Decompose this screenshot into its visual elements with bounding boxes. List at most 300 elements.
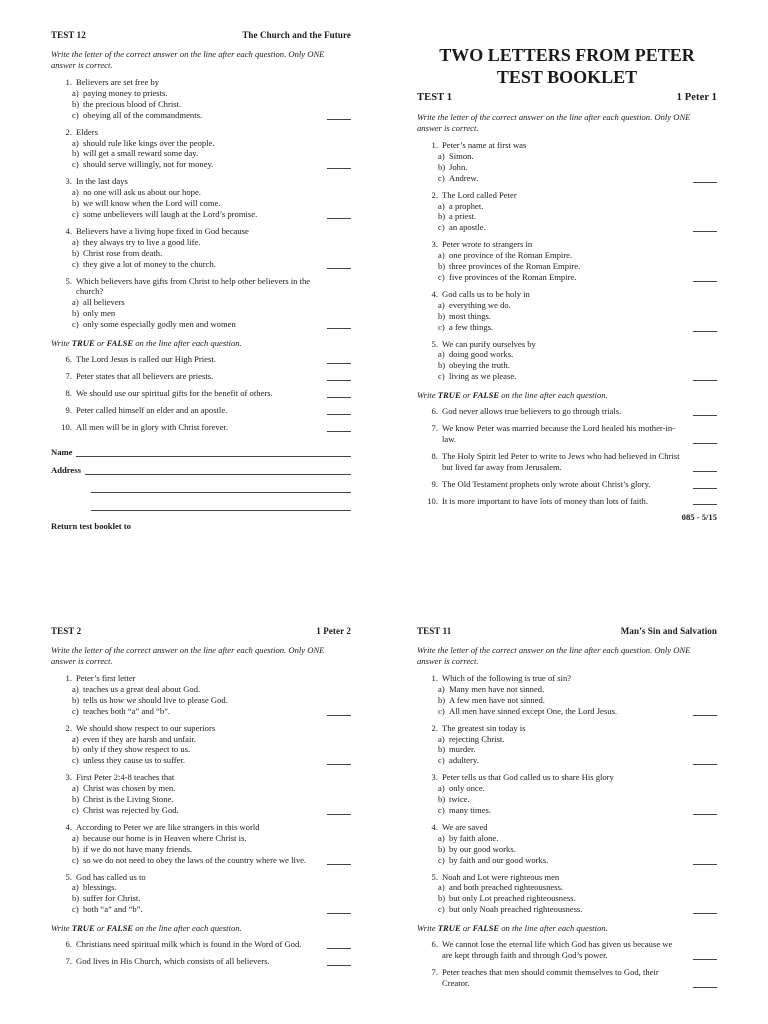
question-text: It is more important to have lots of money than lots of faith.	[442, 495, 648, 506]
answer-line[interactable]	[327, 363, 351, 364]
test2-section	[51, 626, 351, 973]
test12-section	[51, 30, 351, 531]
test-label: TEST 1	[417, 92, 453, 103]
answer-line[interactable]	[693, 380, 717, 381]
option-text: should rule like kings over the people.	[83, 137, 215, 148]
answer-option	[51, 99, 315, 110]
option-text: will get a small reward some day.	[83, 148, 199, 159]
option-letter: c)	[72, 705, 79, 716]
answer-line[interactable]	[693, 182, 717, 183]
tf-question	[51, 388, 351, 399]
question-stem	[51, 422, 315, 433]
question-text: Peter wrote to strangers in	[442, 239, 533, 250]
option-text: murder.	[449, 744, 476, 755]
question-number: 6.	[65, 354, 72, 365]
question-stem	[51, 176, 315, 187]
mc-question	[51, 127, 351, 171]
answer-option	[51, 855, 315, 866]
answer-line[interactable]	[327, 168, 351, 169]
option-text: an apostle.	[449, 222, 486, 233]
option-text: blessings.	[83, 882, 117, 893]
option-text: Andrew.	[449, 172, 479, 183]
name-label: Name	[51, 446, 73, 457]
answer-option	[51, 904, 315, 915]
answer-option	[51, 844, 315, 855]
answer-option	[51, 319, 315, 330]
option-letter: c)	[438, 854, 445, 865]
answer-line[interactable]	[693, 331, 717, 332]
question-text: We can purify ourselves by	[442, 338, 536, 349]
option-letter: b)	[438, 843, 446, 854]
answer-option	[51, 259, 315, 270]
question-number: 8.	[65, 387, 72, 398]
question-stem	[51, 276, 315, 298]
answer-option	[51, 187, 315, 198]
question-text: All men will be in glory with Christ forever.	[76, 421, 229, 432]
option-letter: c)	[72, 904, 79, 915]
option-letter: a)	[438, 200, 445, 211]
answer-option	[417, 794, 681, 805]
option-text: if we do not have many friends.	[83, 843, 193, 854]
option-text: the precious blood of Christ.	[83, 98, 182, 109]
option-letter: b)	[438, 161, 446, 172]
mc-questions	[51, 673, 351, 915]
tf-questions	[417, 939, 717, 989]
option-text: teaches both “a” and “b”.	[83, 705, 171, 716]
answer-line[interactable]	[693, 415, 717, 416]
question-stem	[417, 239, 681, 250]
question-number: 10.	[427, 495, 438, 506]
question-stem	[51, 939, 315, 950]
question-stem	[51, 772, 315, 783]
option-text: by faith alone.	[449, 832, 499, 843]
option-letter: c)	[72, 319, 79, 330]
answer-line[interactable]	[693, 715, 717, 716]
option-text: should serve willingly, not for money.	[83, 159, 214, 170]
question-stem	[417, 872, 681, 883]
question-number: 7.	[431, 423, 438, 434]
answer-option	[417, 360, 681, 371]
option-text: living as we please.	[449, 371, 517, 382]
tf-question	[51, 371, 351, 382]
option-text: and both preached righteousness.	[449, 882, 564, 893]
option-letter: c)	[72, 755, 79, 766]
answer-option	[51, 297, 315, 308]
mc-question	[417, 239, 717, 283]
question-stem	[417, 190, 681, 201]
mc-question	[417, 772, 717, 816]
option-letter: a)	[438, 349, 445, 360]
answer-line[interactable]	[327, 431, 351, 432]
option-text: John.	[449, 161, 468, 172]
name-line[interactable]	[76, 448, 351, 457]
answer-option	[51, 684, 315, 695]
answer-line[interactable]	[327, 814, 351, 815]
option-text: only men	[83, 308, 116, 319]
option-text: All men have sinned except One, the Lord Jesus.	[449, 705, 618, 716]
test-label: TEST 2	[51, 626, 82, 636]
option-text: obeying all of the commandments.	[83, 109, 203, 120]
address-line-3[interactable]	[91, 502, 351, 511]
answer-line[interactable]	[327, 864, 351, 865]
mc-instructions: Write the letter of the correct answer on the line after each question. Only ONE answer is correct.	[417, 112, 691, 133]
answer-option	[417, 844, 681, 855]
question-text: According to Peter we are like strangers in this world	[76, 821, 260, 832]
question-number: 4.	[65, 821, 72, 832]
answer-option	[417, 755, 681, 766]
question-stem	[417, 339, 681, 350]
answer-option	[51, 755, 315, 766]
option-letter: b)	[438, 310, 446, 321]
option-letter: c)	[72, 208, 79, 219]
question-stem	[51, 127, 315, 138]
option-letter: a)	[72, 297, 79, 308]
answer-line[interactable]	[327, 328, 351, 329]
option-text: because our home is in Heaven where Christ is.	[83, 832, 247, 843]
answer-option	[51, 88, 315, 99]
option-letter: b)	[438, 744, 446, 755]
question-number: 5.	[65, 871, 72, 882]
answer-option	[417, 783, 681, 794]
option-letter: a)	[72, 236, 79, 247]
answer-line[interactable]	[693, 443, 717, 444]
question-stem	[51, 371, 315, 382]
tf-instructions: Write TRUE or FALSE on the line after each question.	[417, 390, 608, 401]
tf-question	[51, 939, 351, 950]
option-letter: c)	[72, 159, 79, 170]
mc-question	[417, 339, 717, 383]
tf-instructions: Write TRUE or FALSE on the line after each question.	[51, 338, 242, 349]
option-letter: a)	[438, 299, 445, 310]
booklet-title: TWO LETTERS FROM PETER TEST BOOKLET	[439, 45, 695, 87]
tf-questions	[51, 354, 351, 433]
option-text: by faith and our good works.	[449, 854, 549, 865]
answer-option	[51, 248, 315, 259]
question-number: 2.	[65, 126, 72, 137]
answer-option	[417, 882, 681, 893]
question-stem	[417, 423, 681, 445]
option-text: we will know when the Lord will come.	[83, 198, 221, 209]
test-title: 1 Peter 2	[316, 626, 351, 636]
mc-question	[51, 772, 351, 816]
test11-header	[417, 626, 717, 636]
answer-line[interactable]	[693, 471, 717, 472]
option-letter: b)	[72, 794, 80, 805]
option-letter: b)	[72, 694, 80, 705]
question-stem	[51, 354, 315, 365]
option-letter: a)	[72, 733, 79, 744]
answer-option	[417, 695, 681, 706]
question-text: The Old Testament prophets only wrote about Christ’s glory.	[442, 478, 651, 489]
question-text: Peter’s first letter	[76, 673, 136, 683]
option-text: a priest.	[449, 211, 477, 222]
question-number: 3.	[431, 239, 438, 250]
answer-option	[51, 734, 315, 745]
question-stem	[51, 673, 315, 684]
question-stem	[51, 226, 315, 237]
mc-questions	[51, 77, 351, 330]
option-text: they always try to live a good life.	[83, 236, 201, 247]
answer-line[interactable]	[327, 948, 351, 949]
question-stem	[417, 822, 681, 833]
option-letter: a)	[438, 250, 445, 261]
answer-option	[417, 349, 681, 360]
question-text: Peter’s name at first was	[442, 140, 527, 150]
answer-option	[417, 371, 681, 382]
mc-question	[51, 822, 351, 866]
answer-option	[417, 805, 681, 816]
option-letter: a)	[438, 783, 445, 794]
answer-line[interactable]	[693, 764, 717, 765]
answer-line[interactable]	[327, 380, 351, 381]
option-text: paying money to priests.	[83, 87, 168, 98]
answer-option	[417, 300, 681, 311]
answer-option	[417, 222, 681, 233]
option-letter: a)	[438, 882, 445, 893]
answer-option	[417, 833, 681, 844]
option-letter: c)	[72, 854, 79, 865]
question-stem	[417, 723, 681, 734]
test-label: TEST 11	[417, 626, 452, 636]
question-text: First Peter 2:4-8 teaches that	[76, 772, 175, 783]
option-text: many times.	[449, 804, 492, 815]
answer-line[interactable]	[693, 504, 717, 505]
option-letter: a)	[438, 683, 445, 694]
answer-option	[417, 261, 681, 272]
mc-instructions: Write the letter of the correct answer on the line after each question. Only ONE answer is correct.	[51, 645, 325, 666]
option-text: but only Lot preached righteousness.	[449, 893, 576, 904]
question-text: The greatest sin today is	[442, 722, 526, 733]
question-number: 5.	[431, 338, 438, 349]
option-letter: a)	[438, 733, 445, 744]
question-text: We should show respect to our superiors	[76, 722, 216, 733]
mc-question	[51, 77, 351, 121]
option-letter: a)	[72, 187, 79, 198]
answer-line[interactable]	[693, 987, 717, 988]
mc-instructions: Write the letter of the correct answer on the line after each question. Only ONE answer is correct.	[51, 49, 325, 70]
return-label: Return test booklet to	[51, 520, 131, 531]
answer-line[interactable]	[327, 218, 351, 219]
answer-line[interactable]	[327, 764, 351, 765]
option-text: adultery.	[449, 755, 479, 766]
option-text: Christ rose from death.	[83, 247, 163, 258]
question-stem	[51, 956, 315, 967]
test11-section	[417, 626, 717, 995]
option-letter: c)	[438, 904, 445, 915]
mc-question	[417, 673, 717, 717]
answer-option	[417, 893, 681, 904]
question-number: 3.	[431, 772, 438, 783]
answer-line[interactable]	[327, 119, 351, 120]
answer-line[interactable]	[693, 864, 717, 865]
option-text: only if they show respect to us.	[83, 744, 191, 755]
option-text: rejecting Christ.	[449, 733, 505, 744]
question-stem	[417, 406, 681, 417]
option-text: but only Noah preached righteousness.	[449, 904, 583, 915]
answer-option	[51, 706, 315, 717]
question-number: 7.	[431, 966, 438, 977]
answer-option	[417, 201, 681, 212]
answer-option	[417, 211, 681, 222]
option-letter: a)	[438, 150, 445, 161]
question-text: We are saved	[442, 821, 488, 832]
option-letter: c)	[438, 371, 445, 382]
tf-question	[51, 956, 351, 967]
answer-option	[51, 308, 315, 319]
option-text: A few men have not sinned.	[449, 694, 545, 705]
question-number: 4.	[431, 288, 438, 299]
answer-option	[417, 684, 681, 695]
option-text: one province of the Roman Empire.	[449, 250, 573, 261]
test-label: TEST 12	[51, 30, 86, 40]
answer-line[interactable]	[327, 715, 351, 716]
answer-option	[417, 322, 681, 333]
option-letter: b)	[438, 360, 446, 371]
question-stem	[417, 496, 681, 507]
tf-instructions: Write TRUE or FALSE on the line after each question.	[51, 923, 242, 934]
tf-question	[417, 479, 717, 490]
question-number: 6.	[65, 939, 72, 950]
option-letter: b)	[72, 98, 80, 109]
tf-question	[417, 451, 717, 473]
option-text: all believers	[83, 297, 125, 308]
answer-option	[417, 311, 681, 322]
mc-questions	[417, 673, 717, 915]
mc-question	[51, 176, 351, 220]
answer-option	[417, 151, 681, 162]
test-title: 1 Peter 1	[676, 92, 717, 103]
question-number: 4.	[65, 225, 72, 236]
answer-line[interactable]	[693, 913, 717, 914]
option-letter: b)	[72, 744, 80, 755]
test12-header	[51, 30, 351, 40]
address-line-1[interactable]	[85, 466, 351, 475]
question-stem	[51, 77, 315, 88]
test1-section	[417, 44, 717, 522]
option-letter: b)	[438, 794, 446, 805]
option-text: a few things.	[449, 321, 494, 332]
answer-option	[51, 237, 315, 248]
question-number: 6.	[431, 939, 438, 950]
question-number: 7.	[65, 370, 72, 381]
answer-option	[417, 173, 681, 184]
option-text: tells us how we should live to please God.	[83, 694, 228, 705]
return-form	[51, 439, 351, 531]
question-text: Which of the following is true of sin?	[442, 673, 572, 683]
option-text: a prophet.	[449, 200, 484, 211]
question-stem	[417, 479, 681, 490]
answer-line[interactable]	[693, 281, 717, 282]
option-letter: c)	[438, 321, 445, 332]
option-text: Christ was chosen by men.	[83, 783, 176, 794]
mc-instructions: Write the letter of the correct answer on the line after each question. Only ONE answer is correct.	[417, 645, 691, 666]
answer-line[interactable]	[693, 488, 717, 489]
address-label: Address	[51, 464, 81, 475]
answer-option	[51, 805, 315, 816]
mc-question	[417, 140, 717, 184]
option-text: obeying the truth.	[449, 360, 510, 371]
test-title: The Church and the Future	[242, 30, 351, 40]
question-text: Peter states that all believers are priests.	[76, 370, 214, 381]
option-letter: b)	[72, 148, 80, 159]
option-letter: a)	[72, 137, 79, 148]
question-text: Peter tells us that God called us to share His glory	[442, 772, 614, 783]
question-text: The Lord called Peter	[442, 189, 517, 200]
address-line-2[interactable]	[91, 484, 351, 493]
option-letter: b)	[438, 211, 446, 222]
test-title: Man’s Sin and Salvation	[620, 626, 717, 636]
option-text: three provinces of the Roman Empire.	[449, 261, 581, 272]
option-text: suffer for Christ.	[83, 893, 141, 904]
answer-option	[417, 706, 681, 717]
mc-question	[51, 226, 351, 270]
option-text: most things.	[449, 310, 492, 321]
question-number: 1.	[65, 77, 72, 87]
question-stem	[51, 723, 315, 734]
answer-line[interactable]	[327, 913, 351, 914]
question-text: We cannot lose the eternal life which God has given us because we are kept through faith and through God’s power.	[442, 939, 673, 961]
answer-line[interactable]	[327, 965, 351, 966]
question-number: 3.	[65, 772, 72, 783]
answer-option	[51, 209, 315, 220]
option-text: Christ was rejected by God.	[83, 804, 179, 815]
question-stem	[51, 405, 315, 416]
option-text: Many men have not sinned.	[449, 683, 545, 694]
option-text: Christ is the Living Stone.	[83, 794, 174, 805]
answer-option	[417, 162, 681, 173]
option-text: Simon.	[449, 150, 474, 161]
answer-option	[51, 148, 315, 159]
option-text: five provinces of the Roman Empire.	[449, 271, 577, 282]
tf-question	[417, 967, 717, 989]
question-text: Elders	[76, 126, 98, 137]
question-stem	[417, 673, 681, 684]
question-number: 4.	[431, 821, 438, 832]
question-text: God lives in His Church, which consists of all believers.	[76, 956, 270, 967]
option-text: teaches us a great deal about God.	[83, 683, 201, 694]
tf-questions	[417, 406, 717, 506]
mc-question	[417, 822, 717, 866]
option-text: no one will ask us about our hope.	[83, 187, 201, 198]
question-number: 10.	[61, 421, 72, 432]
question-text: Believers have a living hope fixed in God because	[76, 225, 249, 236]
option-letter: b)	[72, 247, 80, 258]
option-text: everything we do.	[449, 299, 511, 310]
answer-line[interactable]	[693, 231, 717, 232]
answer-line[interactable]	[327, 268, 351, 269]
question-number: 2.	[431, 722, 438, 733]
option-letter: c)	[72, 804, 79, 815]
answer-line[interactable]	[693, 959, 717, 960]
tf-question	[417, 939, 717, 961]
answer-option	[51, 198, 315, 209]
question-text: God calls us to be holy in	[442, 288, 530, 299]
option-text: twice.	[449, 794, 470, 805]
option-text: by our good works.	[449, 843, 516, 854]
option-letter: b)	[438, 694, 446, 705]
question-stem	[417, 289, 681, 300]
option-letter: c)	[438, 705, 445, 716]
answer-line[interactable]	[693, 814, 717, 815]
answer-option	[51, 110, 315, 121]
answer-line[interactable]	[327, 414, 351, 415]
question-text: Noah and Lot were righteous men	[442, 871, 560, 882]
question-text: We should use our spiritual gifts for the benefit of others.	[76, 387, 273, 398]
question-number: 5.	[431, 871, 438, 882]
option-letter: a)	[72, 832, 79, 843]
question-text: The Lord Jesus is called our High Priest.	[76, 354, 216, 365]
answer-line[interactable]	[327, 397, 351, 398]
